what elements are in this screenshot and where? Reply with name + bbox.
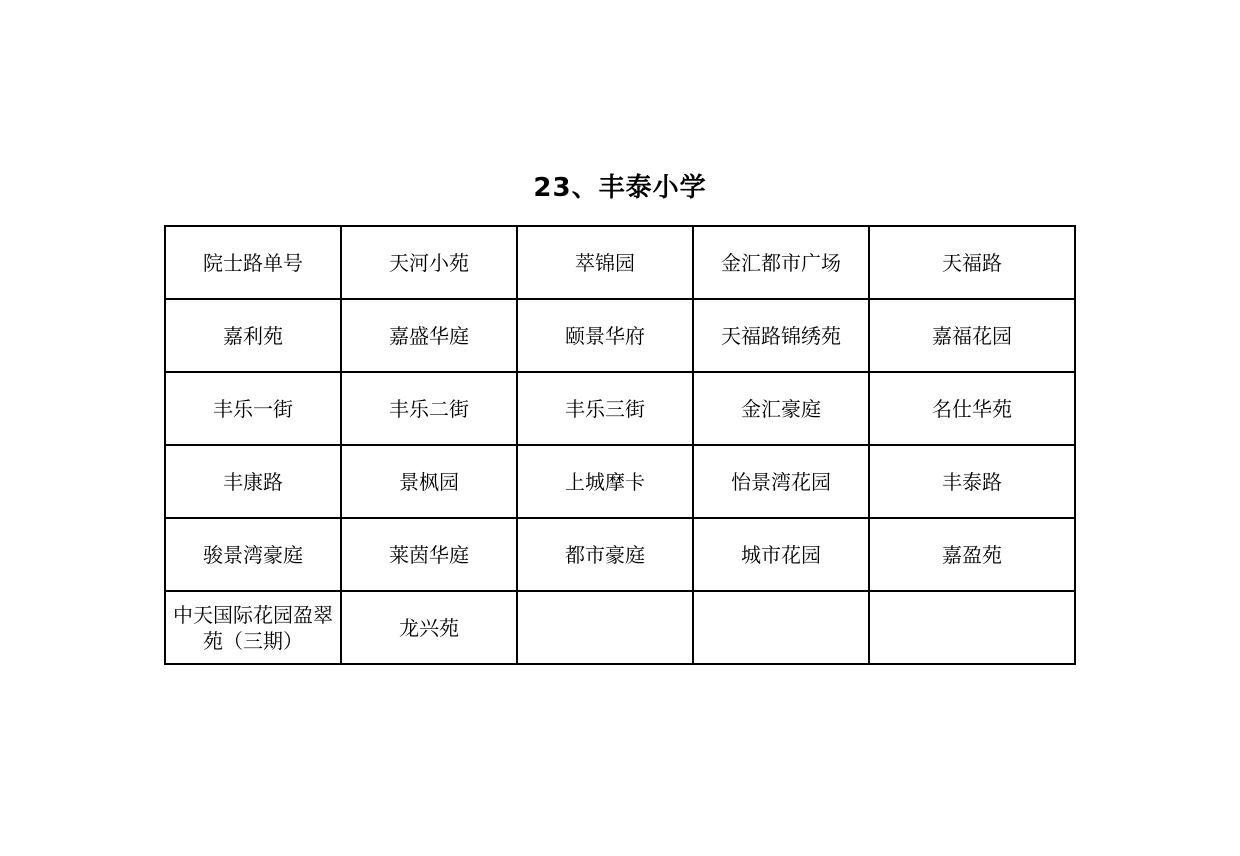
table-cell: 都市豪庭 [517,518,693,591]
table-cell: 景枫园 [341,445,517,518]
table-cell: 金汇都市广场 [693,226,869,299]
table-cell: 院士路单号 [165,226,341,299]
table-cell: 城市花园 [693,518,869,591]
table-cell: 萃锦园 [517,226,693,299]
table-cell: 中天国际花园盈翠苑（三期） [165,591,341,664]
table-cell [869,591,1075,664]
address-table [164,225,1076,665]
table-row [165,445,1075,518]
table-cell: 莱茵华庭 [341,518,517,591]
table-cell: 丰乐二街 [341,372,517,445]
table-cell [517,591,693,664]
page-title: 23、丰泰小学 [533,173,707,203]
table-cell: 天福路锦绣苑 [693,299,869,372]
table-cell: 丰泰路 [869,445,1075,518]
table-row [165,591,1075,664]
table-cell [693,591,869,664]
table-cell: 天河小苑 [341,226,517,299]
table-cell: 丰乐一街 [165,372,341,445]
table-cell: 上城摩卡 [517,445,693,518]
table-row [165,299,1075,372]
table-cell: 颐景华府 [517,299,693,372]
table-cell: 龙兴苑 [341,591,517,664]
table-cell: 丰乐三街 [517,372,693,445]
table-row [165,518,1075,591]
table-row [165,372,1075,445]
table-cell: 嘉利苑 [165,299,341,372]
table-cell: 天福路 [869,226,1075,299]
table-cell: 嘉盛华庭 [341,299,517,372]
table-cell: 嘉福花园 [869,299,1075,372]
table-cell: 嘉盈苑 [869,518,1075,591]
table-cell: 丰康路 [165,445,341,518]
table-cell: 名仕华苑 [869,372,1075,445]
table-cell: 怡景湾花园 [693,445,869,518]
table-cell: 金汇豪庭 [693,372,869,445]
table-row [165,226,1075,299]
table-cell: 骏景湾豪庭 [165,518,341,591]
